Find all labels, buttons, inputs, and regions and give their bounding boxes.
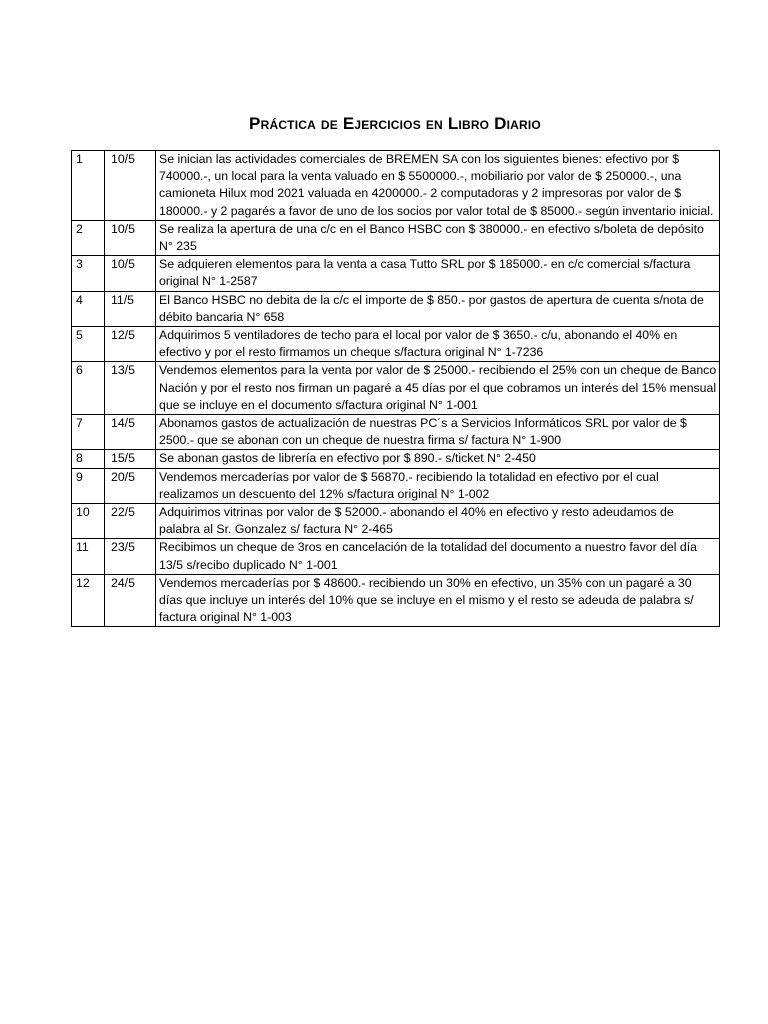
exercise-description-cell: Se abonan gastos de librería en efectivo por $ 890.- s/ticket N° 2-450 bbox=[156, 450, 720, 468]
exercise-date-cell: 20/5 bbox=[105, 468, 156, 503]
exercise-number-cell: 10 bbox=[72, 504, 105, 539]
exercise-description-cell: Vendemos mercaderías por valor de $ 56870.- recibiendo la totalidad en efectivo por el cual realizamos un descuento del 12% s/factura original N° 1-002 bbox=[156, 468, 720, 503]
exercises-table-body bbox=[72, 151, 720, 627]
exercise-date-cell: 11/5 bbox=[105, 291, 156, 326]
exercise-number-cell: 1 bbox=[72, 151, 105, 221]
table-row bbox=[72, 574, 720, 627]
exercise-date-cell: 14/5 bbox=[105, 415, 156, 450]
exercise-description-cell: Vendemos mercaderías por $ 48600.- recibiendo un 30% en efectivo, un 35% con un pagaré a 30 días que incluye un interés del 10% que se incluye en el mismo y el resto se adeuda de palabra s/ factura original N° 1-003 bbox=[156, 574, 720, 627]
exercise-number-cell: 5 bbox=[72, 327, 105, 362]
table-row bbox=[72, 291, 720, 326]
exercise-date-cell: 24/5 bbox=[105, 574, 156, 627]
table-row bbox=[72, 362, 720, 415]
exercise-number-cell: 9 bbox=[72, 468, 105, 503]
exercise-number-cell: 11 bbox=[72, 539, 105, 574]
table-row bbox=[72, 151, 720, 221]
table-row bbox=[72, 327, 720, 362]
page-title: Práctica de Ejercicios en Libro Diario bbox=[249, 114, 541, 133]
exercise-date-cell: 12/5 bbox=[105, 327, 156, 362]
exercise-date-cell: 10/5 bbox=[105, 220, 156, 255]
table-row bbox=[72, 468, 720, 503]
exercise-number-cell: 7 bbox=[72, 415, 105, 450]
exercise-number-cell: 4 bbox=[72, 291, 105, 326]
table-row bbox=[72, 256, 720, 291]
exercise-date-cell: 22/5 bbox=[105, 504, 156, 539]
exercise-date-cell: 10/5 bbox=[105, 151, 156, 221]
exercise-date-cell: 23/5 bbox=[105, 539, 156, 574]
exercise-number-cell: 12 bbox=[72, 574, 105, 627]
exercise-date-cell: 13/5 bbox=[105, 362, 156, 415]
table-row bbox=[72, 415, 720, 450]
exercise-description-cell: Se realiza la apertura de una c/c en el Banco HSBC con $ 380000.- en efectivo s/boleta de depósito N° 235 bbox=[156, 220, 720, 255]
exercise-description-cell: Adquirimos vitrinas por valor de $ 52000.- abonando el 40% en efectivo y resto adeudamos de palabra al Sr. Gonzalez s/ factura N° 2-465 bbox=[156, 504, 720, 539]
exercise-description-cell: Adquirimos 5 ventiladores de techo para el local por valor de $ 3650.- c/u, abonando el 40% en efectivo y por el resto firmamos un cheque s/factura original N° 1-7236 bbox=[156, 327, 720, 362]
table-row bbox=[72, 450, 720, 468]
exercise-description-cell: Se inician las actividades comerciales de BREMEN SA con los siguientes bienes: efectivo por $ 740000.-, un local para la venta valuado en $ 5500000.-, mobiliario por valor de $ 250000.-, una camioneta Hilux mod 2021 valuada en 4200000.- 2 computadoras y 2 impresoras por valor de $ 180000.- y 2 pagarés a favor de uno de los socios por valor total de $ 85000.- según inventario inicial. bbox=[156, 151, 720, 221]
table-row bbox=[72, 504, 720, 539]
exercise-description-cell: Recibimos un cheque de 3ros en cancelación de la totalidad del documento a nuestro favor del día 13/5 s/recibo duplicado N° 1-001 bbox=[156, 539, 720, 574]
exercise-number-cell: 2 bbox=[72, 220, 105, 255]
table-row bbox=[72, 539, 720, 574]
table-row bbox=[72, 220, 720, 255]
exercise-description-cell: Se adquieren elementos para la venta a casa Tutto SRL por $ 185000.- en c/c comercial s/factura original N° 1-2587 bbox=[156, 256, 720, 291]
exercises-table bbox=[71, 150, 720, 627]
exercise-date-cell: 10/5 bbox=[105, 256, 156, 291]
exercise-date-cell: 15/5 bbox=[105, 450, 156, 468]
exercise-number-cell: 8 bbox=[72, 450, 105, 468]
exercise-number-cell: 3 bbox=[72, 256, 105, 291]
exercise-number-cell: 6 bbox=[72, 362, 105, 415]
exercise-description-cell: Abonamos gastos de actualización de nuestras PC´s a Servicios Informáticos SRL por valor de $ 2500.- que se abonan con un cheque de nuestra firma s/ factura N° 1-900 bbox=[156, 415, 720, 450]
exercise-description-cell: El Banco HSBC no debita de la c/c el importe de $ 850.- por gastos de apertura de cuenta s/nota de débito bancaria N° 658 bbox=[156, 291, 720, 326]
exercise-description-cell: Vendemos elementos para la venta por valor de $ 25000.- recibiendo el 25% con un cheque de Banco Nación y por el resto nos firman un pagaré a 45 días por el que cobramos un interés del 15% mensual que se incluye en el documento s/factura original N° 1-001 bbox=[156, 362, 720, 415]
